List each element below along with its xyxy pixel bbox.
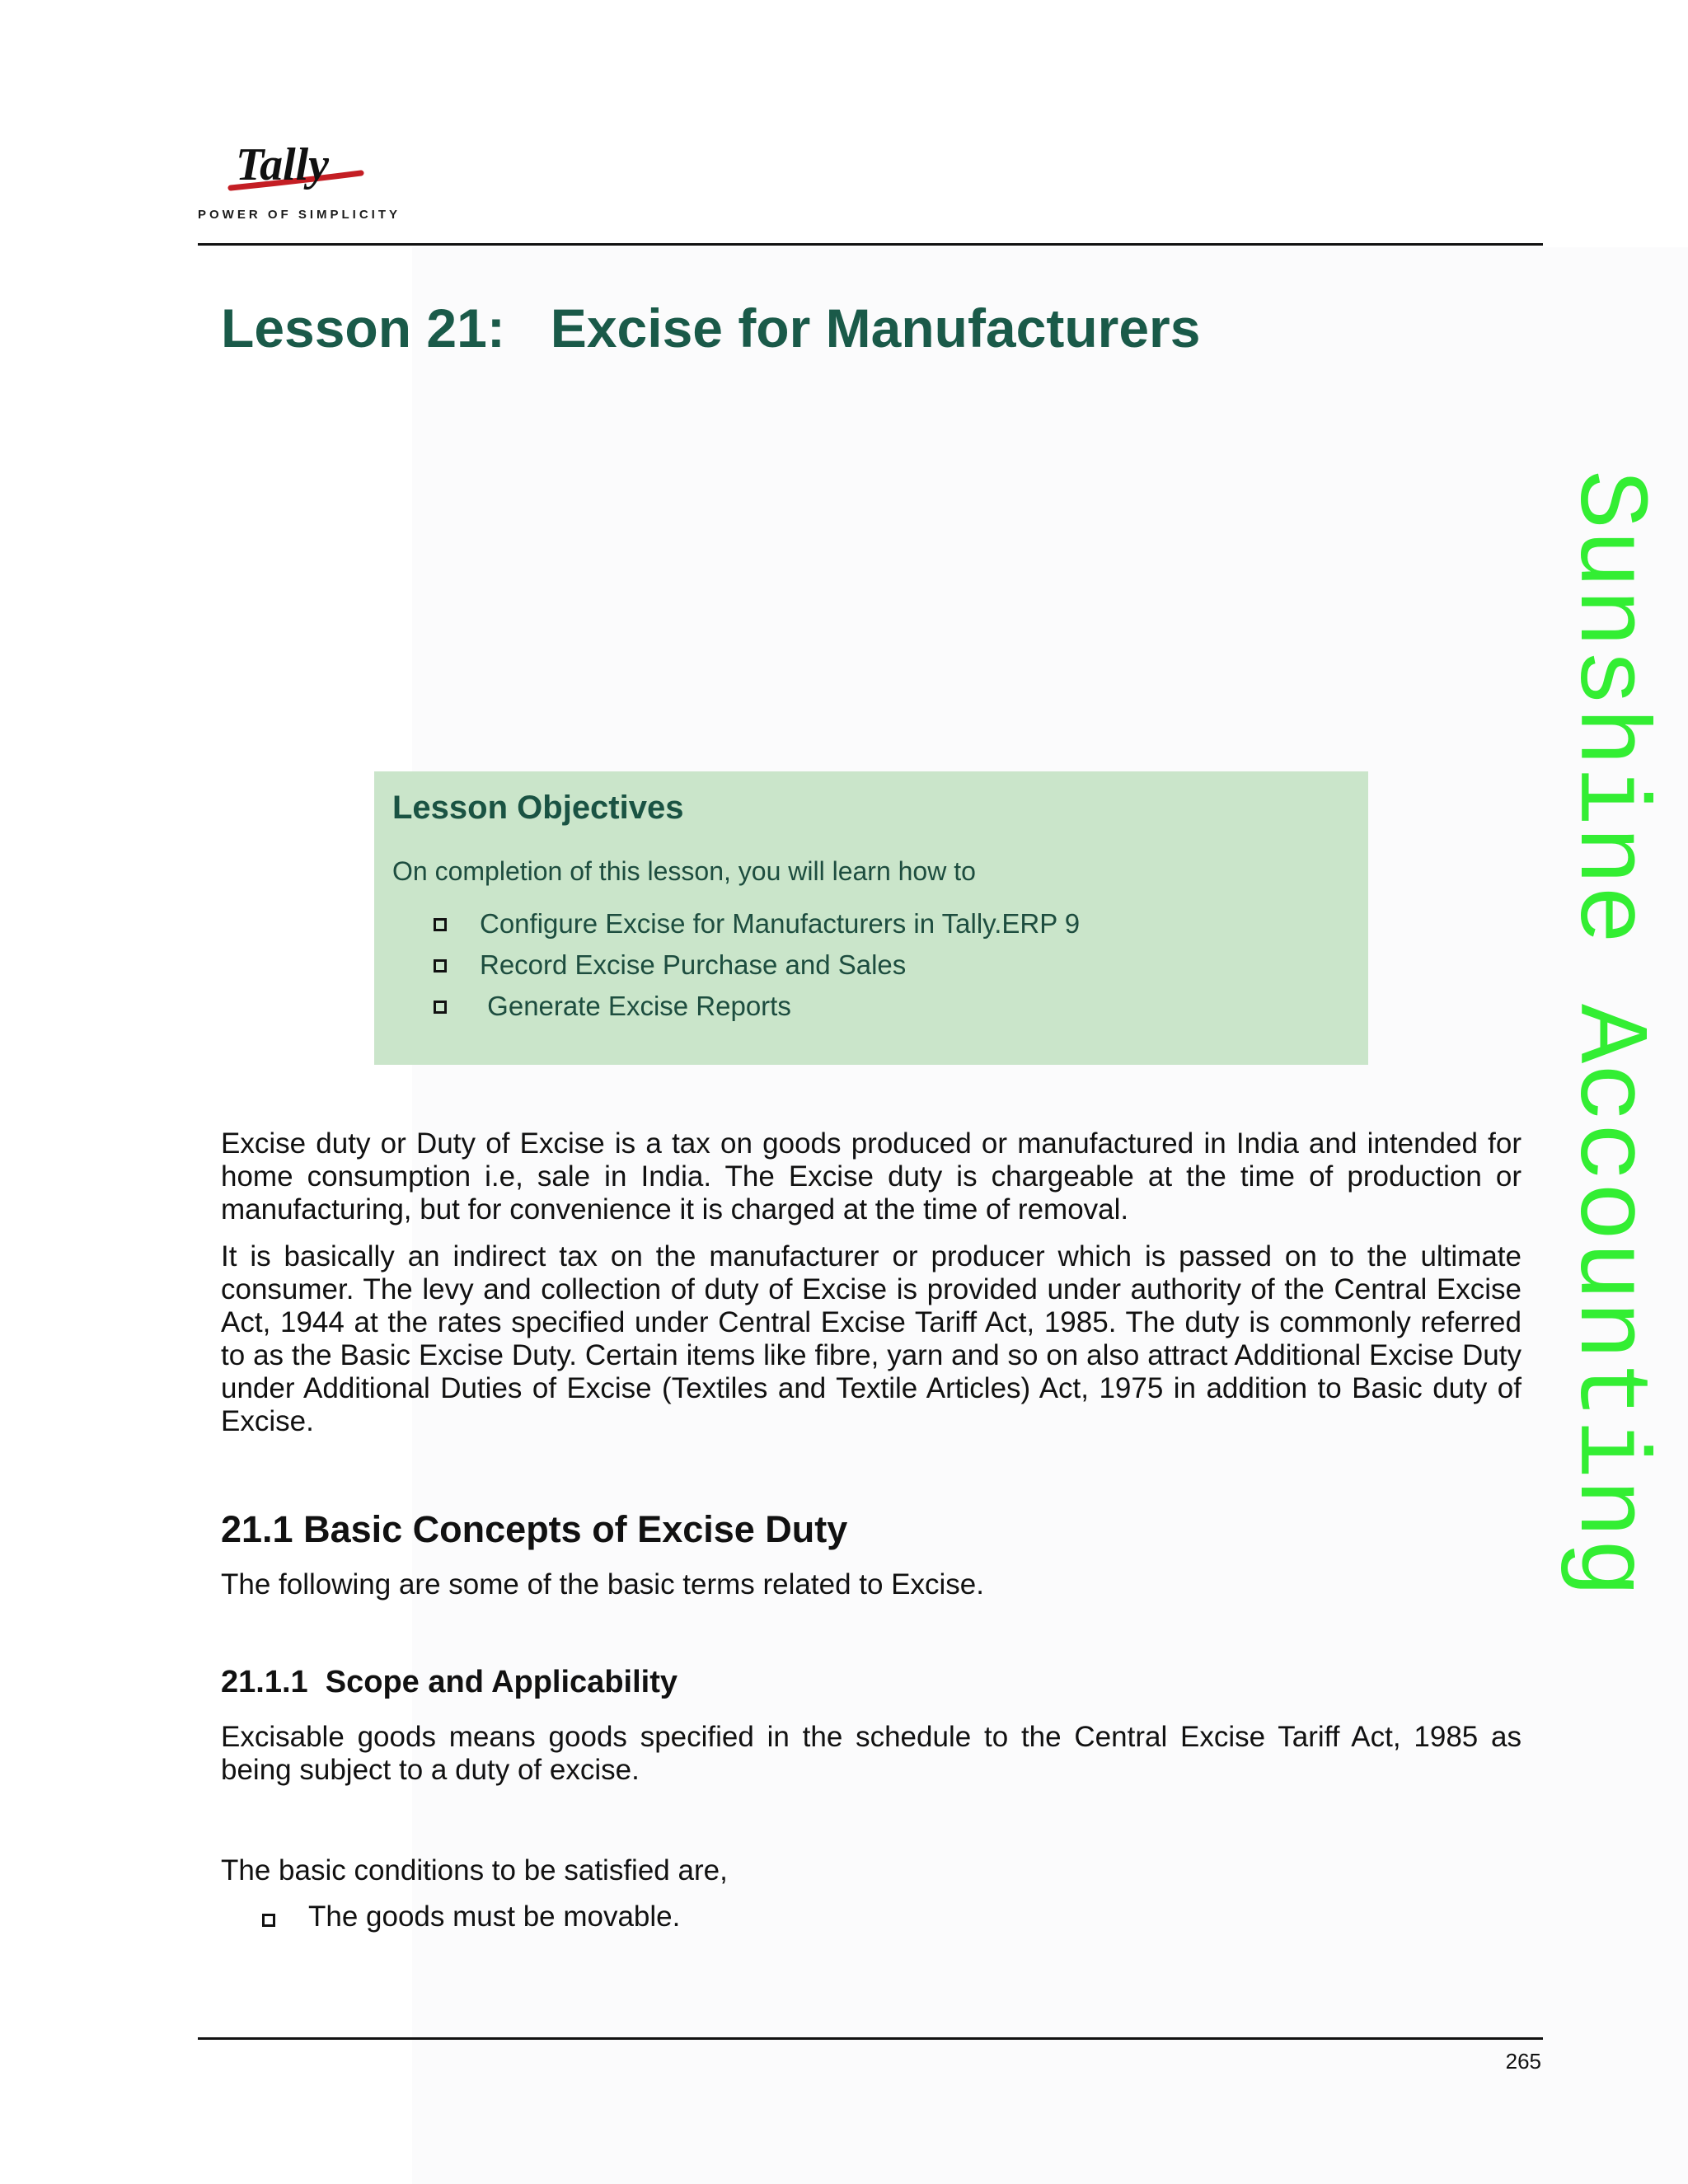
section-intro: The following are some of the basic terms related to Excise.: [221, 1568, 984, 1601]
conditions-list: [221, 1900, 680, 1934]
lesson-objectives-box: [374, 771, 1368, 1065]
objectives-heading: Lesson Objectives: [392, 790, 684, 826]
indirect-tax-paragraph: It is basically an indirect tax on the manufacturer or producer which is passed on to the ultimate consumer. The levy and collection of duty of Excise is provided under authority of the Central Excise Act, 1944 at the rates specified under Central Excise Tariff Act, 1985. The duty is commonly referred to as the Basic Excise Duty. Certain items like fibre, yarn and so on also attract Additional Excise Duty under Additional Duties of Excise (Textiles and Textile Articles) Act, 1975 in addition to Basic duty of Excise.: [221, 1240, 1522, 1437]
watermark: Sunshine Accounting: [1551, 470, 1663, 1598]
subsection-heading: 21.1.1 Scope and Applicability: [221, 1665, 678, 1699]
objective-text: Generate Excise Reports: [480, 991, 791, 1021]
square-bullet-icon: [434, 959, 447, 972]
objective-text: Configure Excise for Manufacturers in Tally.ERP 9: [480, 908, 1081, 939]
objective-item: [392, 986, 1350, 1027]
intro-paragraph: Excise duty or Duty of Excise is a tax on goods produced or manufactured in India and intended for home consumption i.e, sale in India. The Excise duty is chargeable at the time of production or manufacturing, but for convenience it is charged at the time of removal.: [221, 1127, 1522, 1226]
objective-text: Record Excise Purchase and Sales: [480, 949, 907, 980]
objective-item: [392, 903, 1350, 944]
objective-item: [392, 944, 1350, 986]
tally-logo-icon: [198, 132, 396, 206]
section-heading: 21.1 Basic Concepts of Excise Duty: [221, 1508, 848, 1550]
logo-tagline: POWER OF SIMPLICITY: [198, 208, 401, 222]
objectives-intro: On completion of this lesson, you will learn how to: [392, 856, 976, 886]
page-number: 265: [1505, 2049, 1541, 2074]
conditions-intro: The basic conditions to be satisfied are,: [221, 1854, 728, 1886]
excisable-goods-paragraph: Excisable goods means goods specified in the schedule to the Central Excise Tariff Act, 1985 as being subject to a duty of excise.: [221, 1721, 1522, 1786]
lesson-title: Lesson 21: Excise for Manufacturers: [221, 298, 1201, 359]
condition-item: [221, 1900, 680, 1934]
header-rule: [198, 243, 1543, 246]
square-bullet-icon: [434, 1001, 447, 1014]
logo-wordmark: Tally: [236, 139, 330, 190]
square-bullet-icon: [262, 1914, 275, 1927]
square-bullet-icon: [434, 918, 447, 931]
condition-text: The goods must be movable.: [308, 1900, 681, 1933]
footer-rule: [198, 2037, 1543, 2040]
objectives-list: [392, 903, 1350, 1027]
